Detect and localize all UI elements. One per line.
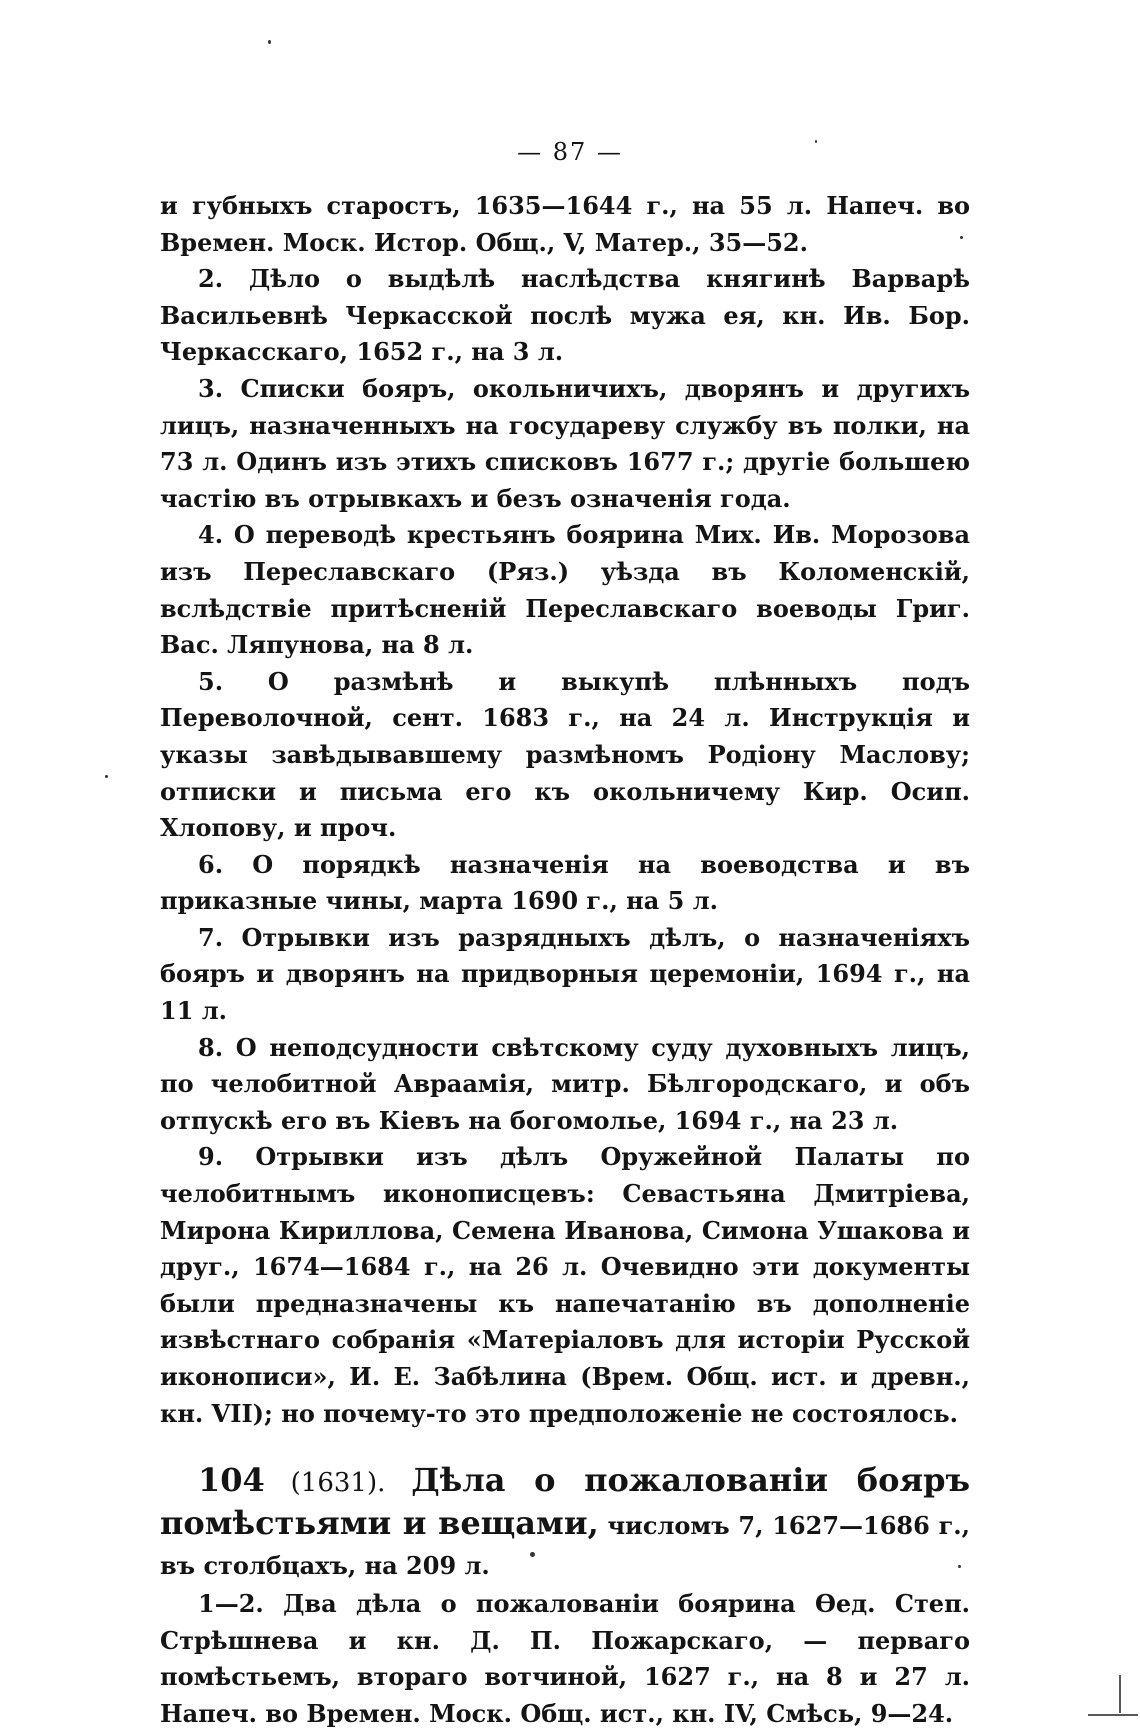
paragraph-item-5: 5. О размѣнѣ и выкупѣ плѣнныхъ подъ Переволочной, сент. 1683 г., на 24 л. Инструкція и указы завѣдывавшему размѣномъ Родіону Маслову; отписки и письма его къ окольничему Кир. Осип. Хлопову, и проч. bbox=[160, 666, 970, 843]
paragraph-item-9: 9. Отрывки изъ дѣлъ Оружейной Палаты по челобитнымъ иконописцевъ: Севастьяна Дмитріева, Мирона Кириллова, Семена Иванова, Симона Ушакова и друг., 1674—1684 г., на 26 л. Очевидно эти документы были предназначены къ напечатанію въ дополненіе извѣстнаго собранія «Матеріаловъ для исторіи Русской иконописи», И. Е. Забѣлина (Врем. Общ. ист. и древн., кн. VII); но почему-то это предположеніе не состоялось. bbox=[160, 1142, 970, 1428]
section-subtitle: числомъ 7, 1627—1686 г., въ столбцахъ, на 209 л. bbox=[160, 1511, 970, 1581]
paragraph-item-2: 2. Дѣло о выдѣлѣ наслѣдства княгинѣ Варварѣ Васильевнѣ Черкасской послѣ мужа ея, кн. Ив. Бор. Черкасскаго, 1652 г., на 3 л. bbox=[160, 264, 970, 367]
paragraph-item-6: 6. О порядкѣ назначенія на воеводства и въ приказные чины, марта 1690 г., на 5 л. bbox=[160, 849, 970, 916]
section-year: (1631). bbox=[290, 1468, 386, 1499]
scan-speck bbox=[530, 1552, 535, 1557]
scan-speck bbox=[105, 775, 108, 778]
page-number: — 87 — bbox=[517, 138, 623, 166]
paragraph-item-7: 7. Отрывки изъ разрядныхъ дѣлъ, о назначеніяхъ бояръ и дворянъ на придворныя церемоніи, 1694 г., на 11 л. bbox=[160, 922, 970, 1026]
section-heading bbox=[160, 1460, 970, 1586]
scan-corner-mark bbox=[1080, 1665, 1140, 1725]
scan-speck bbox=[958, 1565, 961, 1568]
scan-speck bbox=[268, 40, 271, 44]
section-number: 104 bbox=[198, 1461, 265, 1500]
paragraph-item-3: 3. Списки бояръ, окольничихъ, дворянъ и другихъ лицъ, назначенныхъ на государеву службу въ полки, на 73 л. Одинъ изъ этихъ списковъ 1677 г.; другіе большею частію въ отрывкахъ и безъ означенія года. bbox=[160, 373, 970, 513]
scan-speck bbox=[815, 140, 817, 143]
section-paragraph-1: 1—2. Два дѣла о пожалованіи боярина Өед. Степ. Стрѣшнева и кн. Д. П. Пожарскаго, — перваго помѣстьемъ, втораго вотчиной, 1627 г., на 8 и 27 л. Напеч. во Времен. Моск. Общ. ист., кн. IV, Смѣсь, 9—24. bbox=[160, 1589, 970, 1728]
scan-speck bbox=[960, 236, 963, 239]
paragraph-item-4: 4. О переводѣ крестьянъ боярина Мих. Ив. Морозова изъ Переславскаго (Ряз.) уѣзда въ Коломенскій, вслѣдствіе притѣсненій Переславскаго воеводы Григ. Вас. Ляпунова, на 8 л. bbox=[160, 520, 970, 660]
paragraph-item-8: 8. О неподсудности свѣтскому суду духовныхъ лицъ, по челобитной Авраамія, митр. Бѣлгородскаго, и объ отпускѣ его въ Кіевъ на богомолье, 1694 г., на 23 л. bbox=[160, 1032, 970, 1135]
section-title: Дѣла о пожалованіи бояръ помѣстьями и вещами, bbox=[160, 1461, 971, 1543]
paragraph-continuation: и губныхъ старостъ, 1635—1644 г., на 55 л. Напеч. во Времен. Моск. Истор. Общ., V, Матер., 35—52. bbox=[160, 191, 970, 257]
text-column bbox=[160, 188, 970, 1733]
